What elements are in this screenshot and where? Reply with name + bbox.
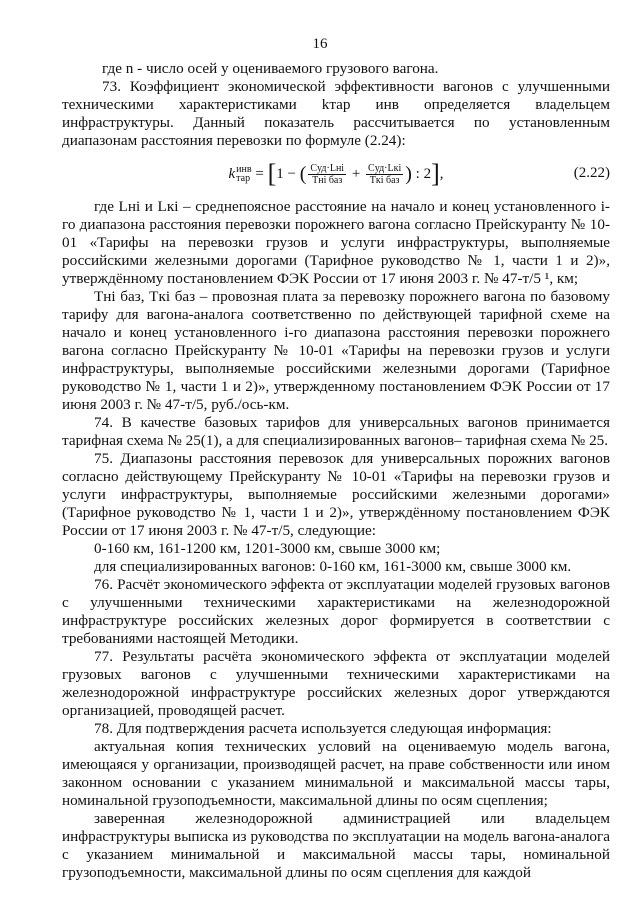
paragraph-74: 74. В качестве базовых тарифов для универсальных вагонов принимается тарифная схема № 25(1), а для специализированных вагонов– тарифная схема № 25. [62,414,610,449]
definition-T: Tнi баз, Tкi баз – провозная плата за перевозку порожнего вагона по базовому тарифу для вагона-аналога соответственно по действующей тарифной схеме на начало и конец установленного i-го диапазона расстояния перевозки порожнего вагона согласно Прейскуранту № 10-01 «Тарифы на перевозки грузов и услуги инфраструктуры, выполняемые российскими железными дорогами (Тарифное руководство № 1, части 1 и 2)», утвержденному постановлением ФЭК России от 17 июня 2003 г. № 47-т/5, руб./ось-км. [62,288,610,413]
paragraph-76: 76. Расчёт экономического эффекта от эксплуатации моделей грузовых вагонов с улучшенными техническими характеристиками на железнодорожной инфраструктуре российских железных дорог формируется в соответствии с требованиями настоящей Методики. [62,576,610,647]
page-number: 16 [312,36,328,52]
document-body [62,60,610,882]
paragraph-77: 77. Результаты расчёта экономического эффекта от эксплуатации моделей грузовых вагонов с улучшенными техническими характеристиками на железнодорожной инфраструктуре российских железных дорог утверждаются организацией, проводящей расчет. [62,648,610,719]
ranges-universal: 0-160 км, 161-1200 км, 1201-3000 км, свыше 3000 км; [94,540,441,557]
paragraph-75: 75. Диапазоны расстояния перевозок для универсальных порожних вагонов согласно действующему Прейскуранту № 10-01 «Тарифы на перевозки грузов и услуги инфраструктуры, выполняемые российскими железными дорогами» (Тарифное руководство № 1, части 1 и 2)», утверждённому постановлением ФЭК России от 17 июня 2003 г. № 47-т/5, следующие: [62,450,610,539]
paragraph-78: 78. Для подтверждения расчета используется следующая информация: [94,720,552,737]
paragraph-73: 73. Коэффициент экономической эффективности вагонов с улучшенными техническими характеристиками kтар инв определяется владельцем инфраструктуры. Данный показатель рассчитывается по установленным диапазонам расстояния перевозки по формуле (2.24): [62,78,610,149]
paragraph-78-item-a: актуальная копия технических условий на оцениваемую модель вагона, имеющаяся у организации, производящей расчет, на праве собственности или ином законном основании с указанием минимальной и максимальной массы тары, номинальной грузоподъемности, максимальной длины по осям сцепления; [62,738,610,809]
definition-L: где Lнi и Lкi – среднепоясное расстояние на начало и конец установленного i-го диапазона расстояния перевозки порожнего вагона согласно Прейскуранту № 10-01 «Тарифы на перевозки грузов и услуги инфраструктуры, выполняемые российскими железными дорогами (Тарифное руководство № 1, части 1 и 2)», утверждённому постановлением ФЭК России от 17 июня 2003 г. № 47-т/5 ¹, км; [62,198,610,287]
formula-term-2: $\frac{\text{Cуд·Lкi}}{\text{Tкi баз}}$ [368,162,402,186]
intro-line: где n - число осей у оцениваемого грузового вагона. [102,60,439,77]
formula-number: (2.22) [573,165,610,181]
ranges-special: для специализированных вагонов: 0-160 км, 161-3000 км, свыше 3000 км. [94,558,572,575]
paragraph-78-item-b: заверенная железнодорожной администрацией или владельцем инфраструктуры выписка из руководства по эксплуатации на модель вагона-аналога с указанием минимальной и максимальной массы тары, номинальной грузоподъемности, максимальной длины по осям сцепления для каждой [62,810,610,881]
formula-term-1: $\frac{\text{Cуд·Lнi}}{\text{Tнi баз}}$ [310,162,345,186]
formula-lhs: k инв тар [228,164,252,185]
formula-2-22: k инв тар = [ 1 − ( $\frac{\text{Cуд·Lнi}}{\text{Tнi баз}}$ + $\frac{\text{Cуд·Lкi}}{\text{Tкi баз}}$ ) : 2 ] , (2.22) [228,159,610,188]
